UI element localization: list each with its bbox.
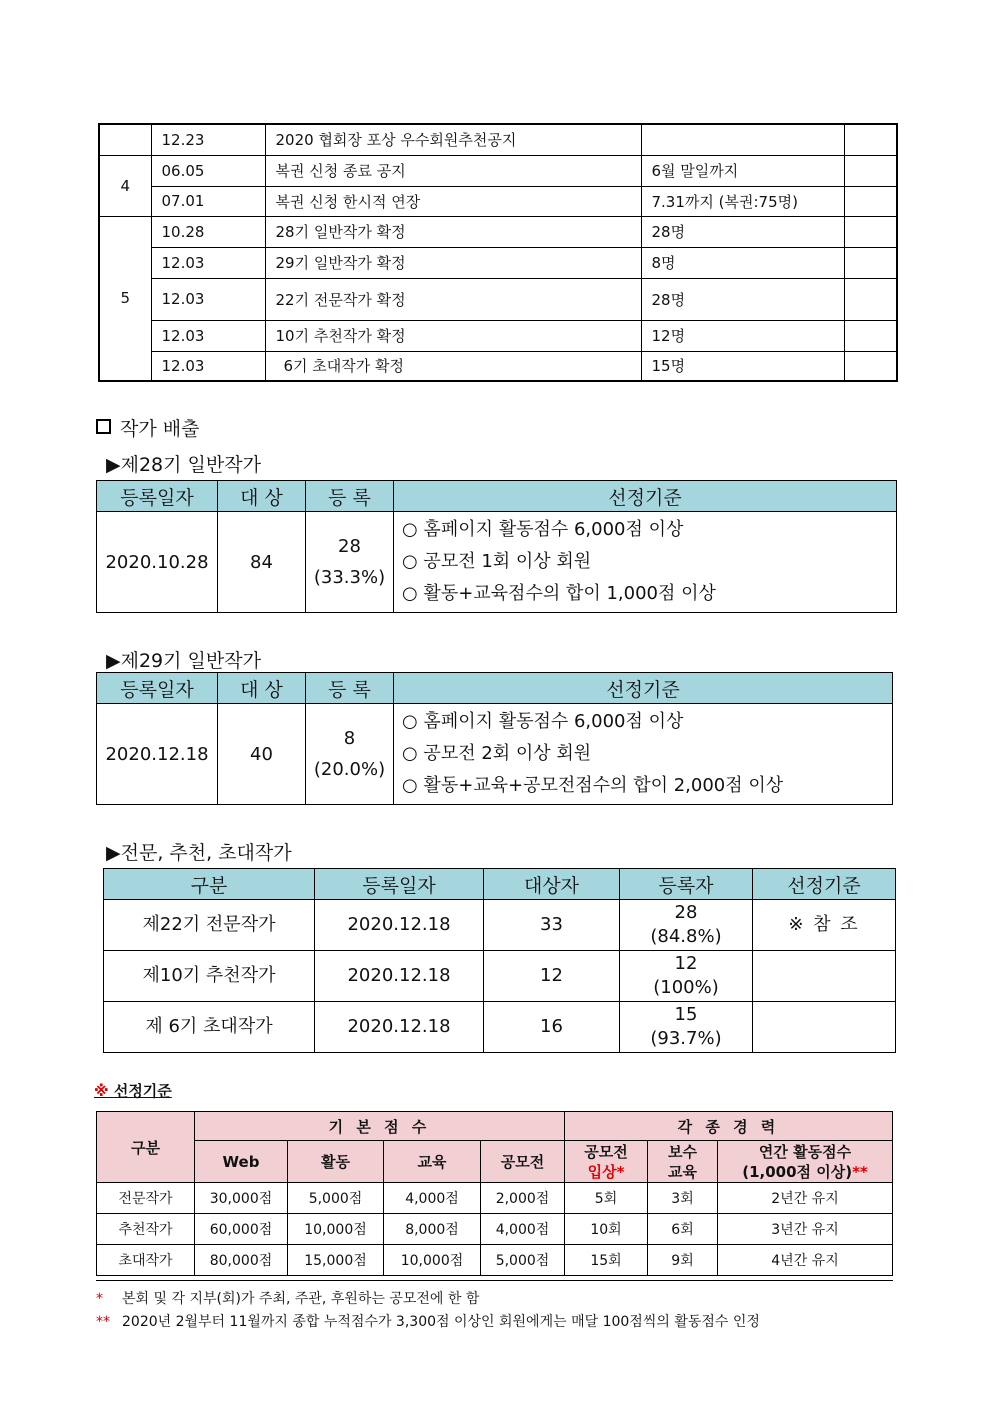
criteria-cell: ※ 참 조 — [753, 900, 896, 951]
criteria-cell — [753, 1002, 896, 1053]
empty-cell — [844, 320, 897, 351]
table-row — [99, 186, 897, 216]
col-header: 등록일자 — [97, 673, 218, 704]
header-row — [97, 1112, 893, 1141]
training-cell: 3회 — [648, 1183, 718, 1214]
table-row — [99, 216, 897, 247]
col-header: 공모전 입상* — [565, 1141, 648, 1183]
gen28-table — [96, 480, 897, 613]
table-row — [99, 155, 897, 186]
col-header: Web — [195, 1141, 288, 1183]
training-cell: 6회 — [648, 1214, 718, 1245]
header-row — [97, 673, 893, 704]
date-cell: 2020.10.28 — [97, 512, 218, 613]
date-cell: 2020.12.18 — [315, 1002, 484, 1053]
date-cell: 12.03 — [151, 278, 265, 320]
target-cell: 12 — [484, 951, 620, 1002]
item-cell: 6기 초대작가 확정 — [265, 351, 641, 381]
annual-cell: 3년간 유지 — [718, 1214, 893, 1245]
web-cell: 80,000점 — [195, 1245, 288, 1276]
footnote: ** 2020년 2월부터 11월까지 종합 누적점수가 3,300점 이상인 회원에게는 매달 100점씩의 활동점수 인정 — [96, 1311, 760, 1334]
col-header: 대상자 — [484, 869, 620, 900]
item-cell: 29기 일반작가 확정 — [265, 247, 641, 278]
section-heading: 작가 배출 — [96, 414, 199, 441]
note-cell: 12명 — [641, 320, 844, 351]
item-cell: 22기 전문작가 확정 — [265, 278, 641, 320]
type-cell: 초대작가 — [97, 1245, 195, 1276]
gen29-heading: ▶제29기 일반작가 — [106, 650, 261, 672]
empty-cell — [844, 278, 897, 320]
table-row — [99, 320, 897, 351]
col-header: 구분 — [97, 1112, 195, 1183]
table-row — [99, 351, 897, 381]
empty-cell — [844, 351, 897, 381]
header-row — [97, 481, 897, 512]
col-header: 대 상 — [218, 481, 306, 512]
training-cell: 9회 — [648, 1245, 718, 1276]
col-header: 등 록 — [306, 673, 394, 704]
col-header: 공모전 — [481, 1141, 565, 1183]
note-cell: 28명 — [641, 216, 844, 247]
group-cell: 4 — [99, 155, 151, 216]
education-cell: 4,000점 — [384, 1183, 481, 1214]
date-cell: 2020.12.18 — [97, 704, 218, 805]
table-row — [104, 900, 896, 951]
col-header: 기 본 점 수 — [195, 1112, 565, 1141]
note-cell: 8명 — [641, 247, 844, 278]
table-row — [97, 1183, 893, 1214]
col-header: 활동 — [288, 1141, 384, 1183]
empty-cell — [844, 186, 897, 216]
web-cell: 60,000점 — [195, 1214, 288, 1245]
footnote: * 본회 및 각 지부(회)가 주최, 주관, 후원하는 공모전에 한 함 — [96, 1288, 760, 1311]
target-cell: 16 — [484, 1002, 620, 1053]
gen29-table — [96, 672, 893, 805]
footnote-mark: ** — [96, 1314, 110, 1330]
division-cell: 제10기 추천작가 — [104, 951, 315, 1002]
type-cell: 추천작가 — [97, 1214, 195, 1245]
col-header: 등 록 — [306, 481, 394, 512]
empty-cell — [844, 247, 897, 278]
criteria-cell: ○ 홈페이지 활동점수 6,000점 이상 ○ 공모전 1회 이상 회원 ○ 활동+교육점수의 합이 1,000점 이상 — [394, 512, 897, 613]
header-row — [104, 869, 896, 900]
divider — [96, 1280, 893, 1281]
footnote-mark: * — [96, 1291, 103, 1307]
table-row — [99, 247, 897, 278]
table-row — [99, 124, 897, 155]
item-cell: 2020 협회장 포상 우수회원추천공지 — [265, 124, 641, 155]
target-cell: 84 — [218, 512, 306, 613]
checkbox-icon — [96, 419, 111, 434]
table-row — [97, 1214, 893, 1245]
reference-mark: ※ — [94, 1082, 109, 1100]
date-cell: 12.23 — [151, 124, 265, 155]
table-row — [104, 1002, 896, 1053]
table-row — [97, 1245, 893, 1276]
target-cell: 40 — [218, 704, 306, 805]
registered-cell: 28 (33.3%) — [306, 512, 394, 613]
item-cell: 10기 추천작가 확정 — [265, 320, 641, 351]
item-cell: 복권 신청 한시적 연장 — [265, 186, 641, 216]
empty-cell — [844, 155, 897, 186]
division-cell: 제 6기 초대작가 — [104, 1002, 315, 1053]
col-header: 선정기준 — [394, 673, 893, 704]
date-cell: 2020.12.18 — [315, 951, 484, 1002]
footnotes — [96, 1288, 760, 1334]
empty-cell — [844, 124, 897, 155]
award-cell: 10회 — [565, 1214, 648, 1245]
date-cell: 2020.12.18 — [315, 900, 484, 951]
header-row — [97, 1141, 893, 1183]
award-cell: 15회 — [565, 1245, 648, 1276]
registered-cell: 8 (20.0%) — [306, 704, 394, 805]
date-cell: 07.01 — [151, 186, 265, 216]
group-cell — [99, 124, 151, 155]
date-cell: 12.03 — [151, 320, 265, 351]
col-header: 선정기준 — [394, 481, 897, 512]
special-heading: ▶전문, 추천, 초대작가 — [106, 842, 292, 864]
col-header: 등록일자 — [315, 869, 484, 900]
contest-cell: 2,000점 — [481, 1183, 565, 1214]
date-cell: 12.03 — [151, 351, 265, 381]
col-header: 교육 — [384, 1141, 481, 1183]
date-cell: 10.28 — [151, 216, 265, 247]
group-cell: 5 — [99, 216, 151, 381]
note-cell: 28명 — [641, 278, 844, 320]
activity-cell: 15,000점 — [288, 1245, 384, 1276]
col-header: 보수 교육 — [648, 1141, 718, 1183]
education-cell: 8,000점 — [384, 1214, 481, 1245]
note-cell — [641, 124, 844, 155]
empty-cell — [844, 216, 897, 247]
date-cell: 06.05 — [151, 155, 265, 186]
special-table — [103, 868, 896, 1053]
criteria-cell: ○ 홈페이지 활동점수 6,000점 이상 ○ 공모전 2회 이상 회원 ○ 활동+교육+공모전점수의 합이 2,000점 이상 — [394, 704, 893, 805]
criteria-cell — [753, 951, 896, 1002]
table-row — [97, 512, 897, 613]
table-row — [99, 278, 897, 320]
activity-cell: 5,000점 — [288, 1183, 384, 1214]
item-cell: 28기 일반작가 확정 — [265, 216, 641, 247]
contest-cell: 4,000점 — [481, 1214, 565, 1245]
award-cell: 5회 — [565, 1183, 648, 1214]
count-cell: 12 (100%) — [620, 951, 753, 1002]
table-row — [97, 704, 893, 805]
col-header: 선정기준 — [753, 869, 896, 900]
division-cell: 제22기 전문작가 — [104, 900, 315, 951]
note-cell: 15명 — [641, 351, 844, 381]
count-cell: 28 (84.8%) — [620, 900, 753, 951]
annual-cell: 4년간 유지 — [718, 1245, 893, 1276]
col-header: 등록일자 — [97, 481, 218, 512]
item-cell: 복권 신청 종료 공지 — [265, 155, 641, 186]
col-header: 연간 활동점수 (1,000점 이상)** — [718, 1141, 893, 1183]
gen28-heading: ▶제28기 일반작가 — [106, 454, 261, 476]
activity-cell: 10,000점 — [288, 1214, 384, 1245]
col-header: 등록자 — [620, 869, 753, 900]
date-cell: 12.03 — [151, 247, 265, 278]
education-cell: 10,000점 — [384, 1245, 481, 1276]
table-row — [104, 951, 896, 1002]
target-cell: 33 — [484, 900, 620, 951]
contest-cell: 5,000점 — [481, 1245, 565, 1276]
annual-cell: 2년간 유지 — [718, 1183, 893, 1214]
criteria-title: ※ 선정기준 — [94, 1082, 172, 1100]
count-cell: 15 (93.7%) — [620, 1002, 753, 1053]
type-cell: 전문작가 — [97, 1183, 195, 1214]
note-cell: 6월 말일까지 — [641, 155, 844, 186]
criteria-table — [96, 1111, 893, 1276]
col-header: 각 종 경 력 — [565, 1112, 893, 1141]
note-cell: 7.31까지 (복권:75명) — [641, 186, 844, 216]
col-header: 대 상 — [218, 673, 306, 704]
web-cell: 30,000점 — [195, 1183, 288, 1214]
col-header: 구분 — [104, 869, 315, 900]
timeline-table — [98, 123, 898, 382]
